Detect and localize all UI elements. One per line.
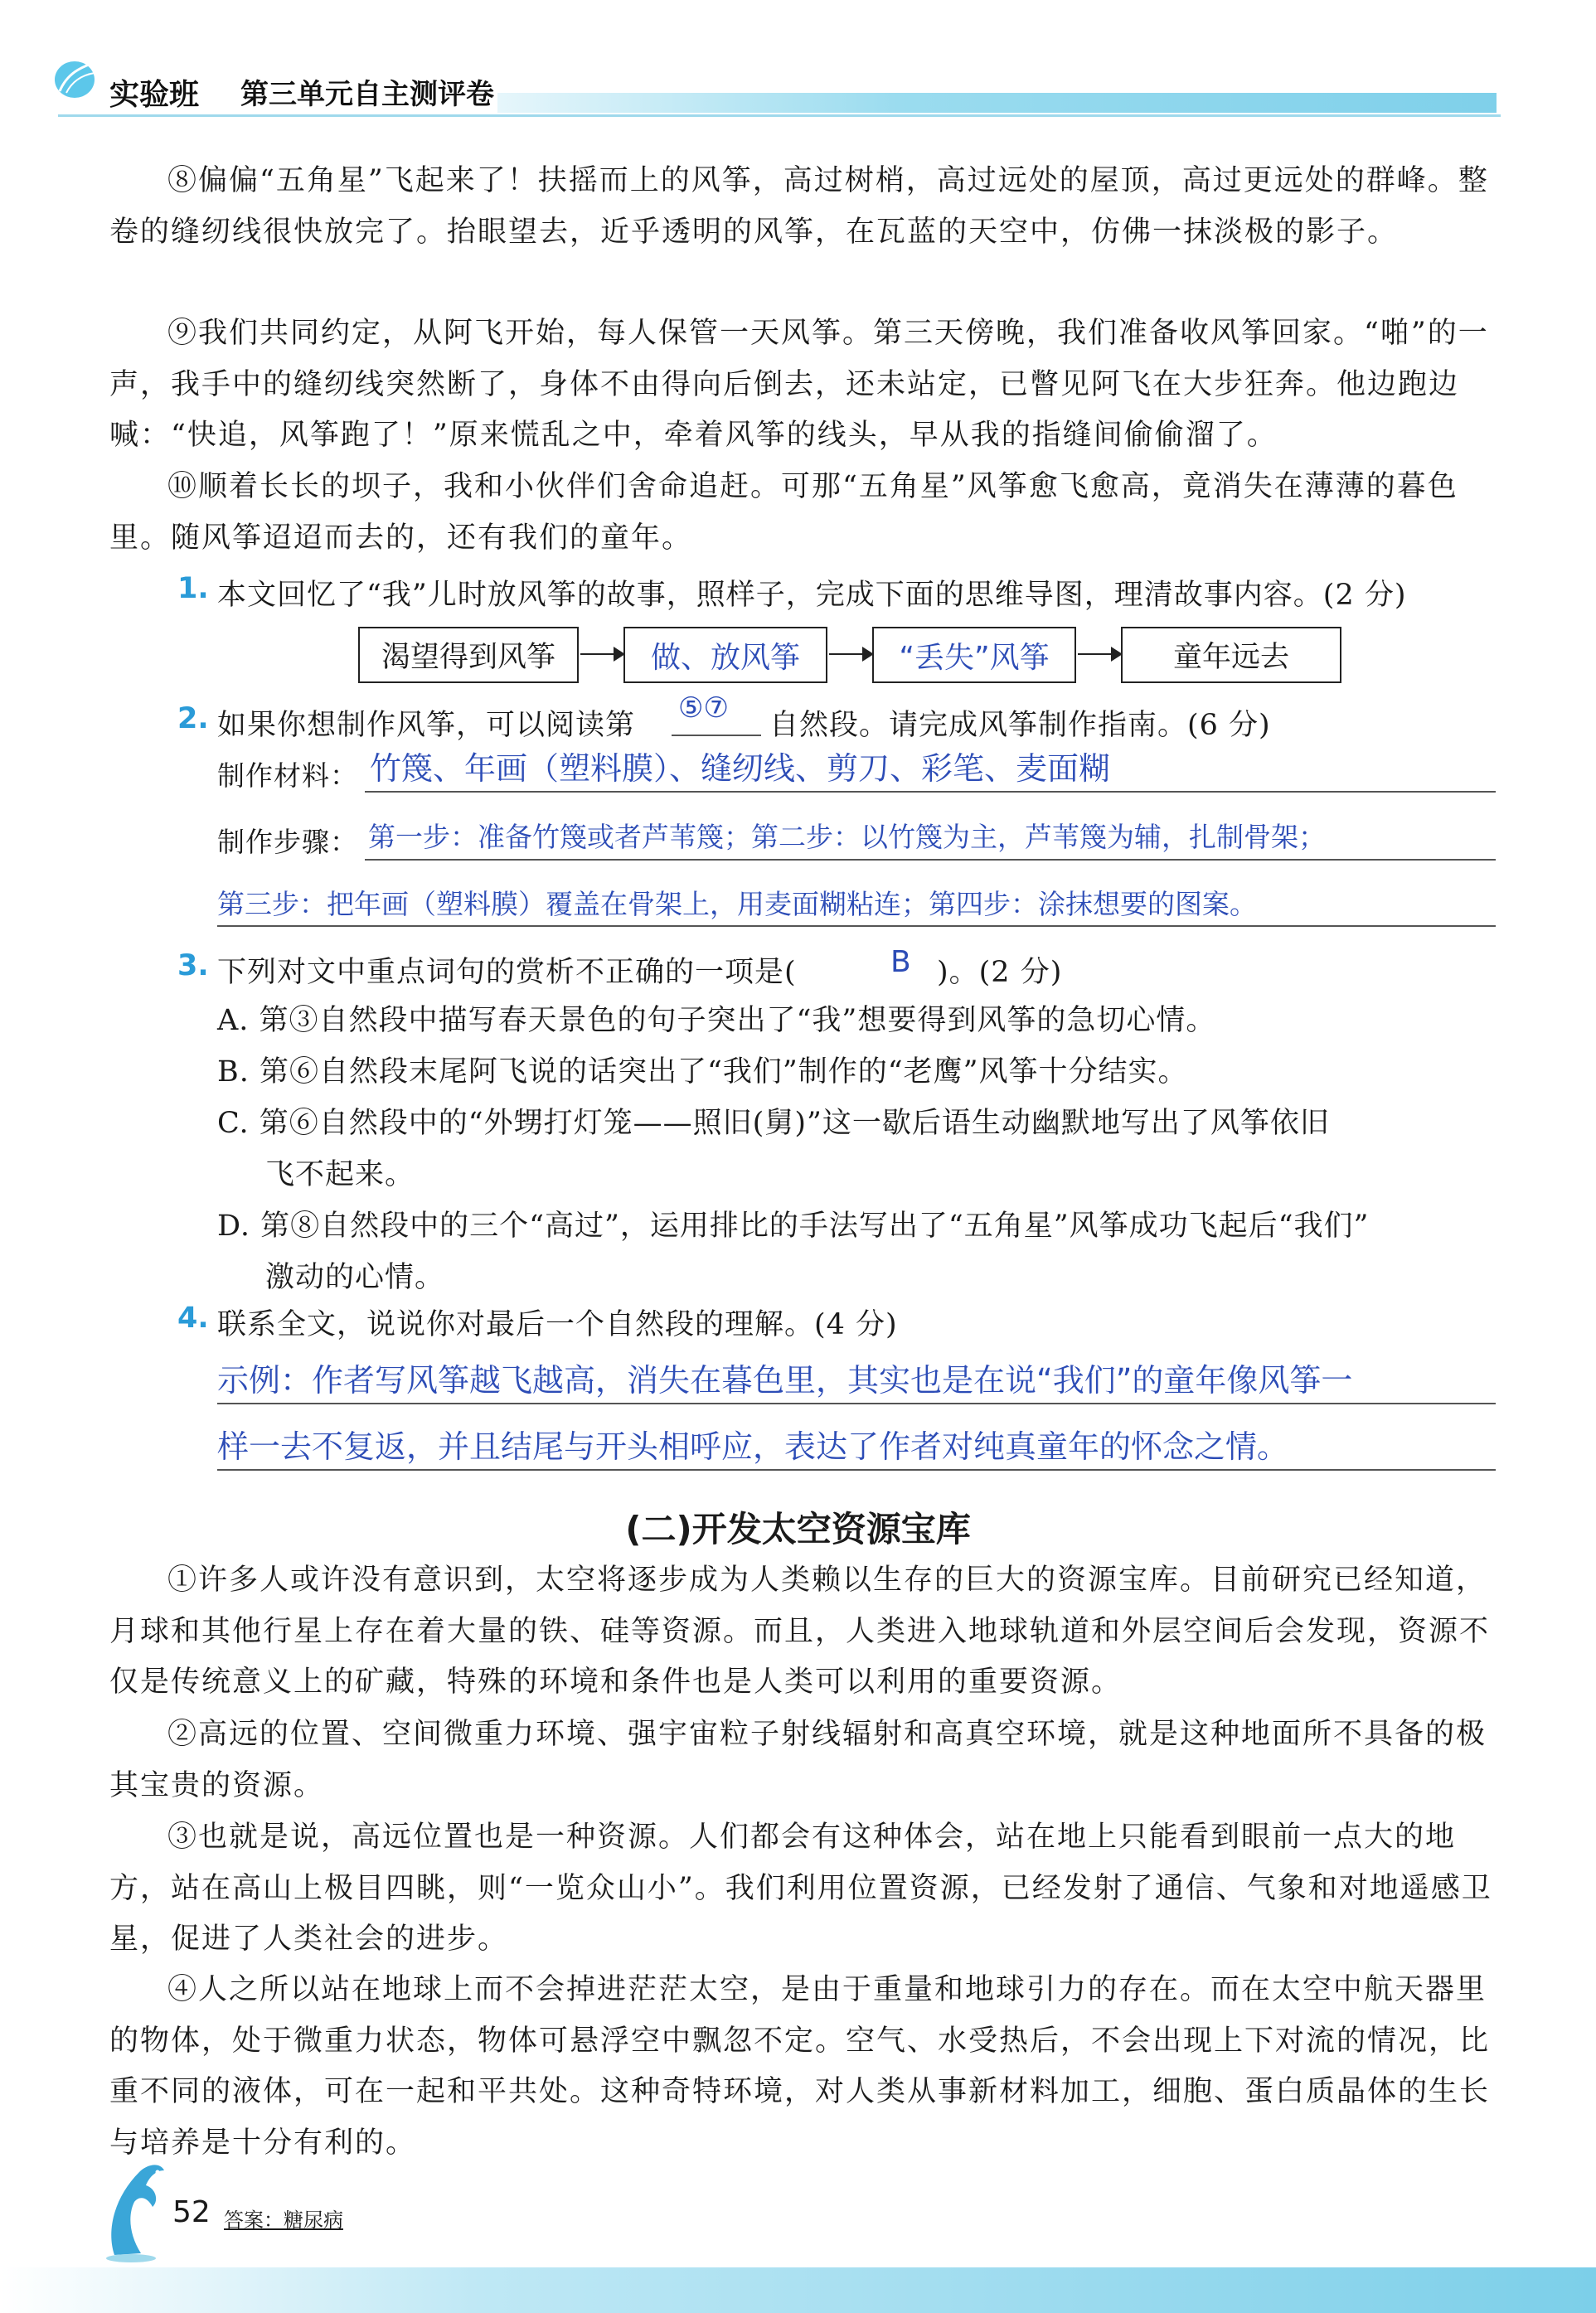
q3-option-b: B. 第⑥自然段末尾阿飞说的话突出了“我们”制作的“老鹰”风筝十分结实。	[217, 1055, 1188, 1089]
section2-paragraph-2: ②高远的位置、空间微重力环境、强宇宙粒子射线辐射和高真空环境，就是这种地面所不具备的极其宝贵的资源。	[109, 1718, 1487, 1802]
steps-answer-1: 第一步：准备竹篾或者芦苇篾；第二步：以竹篾为主，芦苇篾为辅，扎制骨架；	[368, 821, 1326, 853]
header-band	[497, 93, 1497, 113]
mindmap-node-1-label: 渴望得到风筝	[381, 641, 555, 674]
paper-title: 第三单元自主测评卷	[240, 78, 494, 111]
steps-answer-2: 第三步：把年画（塑料膜）覆盖在骨架上，用麦面糊粘连；第四步：涂抹想要的图案。	[217, 888, 1257, 920]
q3-option-d-cont: 激动的心情。	[265, 1261, 445, 1294]
paragraph-9: ⑨我们共同约定，从阿飞开始，每人保管一天风筝。第三天傍晚，我们准备收风筝回家。“啪”的一声，我手中的缝纫线突然断了，身体不由得向后倒去，还未站定，已瞥见阿飞在大步狂奔。他边跑边喊：“快追，风筝跑了！”原来慌乱之中，牵着风筝的线头，早从我的指缝间偷偷溜了。	[109, 317, 1489, 452]
mindmap-node-2-answer: 做、放风筝	[650, 640, 800, 675]
steps-label: 制作步骤：	[217, 826, 358, 858]
mindmap-node-2	[623, 627, 827, 683]
materials-answer: 竹篾、年画（塑料膜）、缝纫线、剪刀、彩笔、麦面糊	[370, 750, 1111, 787]
q3-text-b: )。(2 分)	[937, 956, 1063, 989]
q4-underline-2	[217, 1469, 1496, 1471]
q2-text-b: 自然段。请完成风筝制作指南。(6 分)	[769, 709, 1271, 742]
series-label: 实验班	[109, 78, 200, 112]
footer-band	[0, 2267, 1596, 2313]
q1-number: 1.	[177, 572, 209, 605]
q4-answer-1: 示例：作者写风筝越飞越高，消失在暮色里，其实也是在说“我们”的童年像风筝一	[217, 1362, 1353, 1399]
mindmap-node-3-answer: “丢失”风筝	[899, 640, 1050, 675]
q2-number: 2.	[177, 702, 209, 735]
q4-answer-2: 样一去不复返，并且结尾与开头相呼应，表达了作者对纯真童年的怀念之情。	[217, 1428, 1289, 1465]
leaf-logo-icon	[51, 55, 98, 101]
materials-underline	[365, 791, 1496, 793]
q1-text: 本文回忆了“我”儿时放风筝的故事，照样子，完成下面的思维导图，理清故事内容。(2 分)	[217, 579, 1407, 612]
dolphin-icon	[98, 2155, 172, 2263]
q2-text-a: 如果你想制作风筝，可以阅读第	[217, 709, 636, 742]
header-rule	[58, 114, 1501, 117]
q3-option-a: A. 第③自然段中描写春天景色的句子突出了“我”想要得到风筝的急切心情。	[217, 1004, 1216, 1037]
mindmap-node-4	[1121, 627, 1341, 683]
q4-underline-1	[217, 1403, 1496, 1404]
page-number: 52	[172, 2195, 211, 2229]
mindmap-node-1	[358, 627, 579, 683]
q3-option-c: C. 第⑥自然段中的“外甥打灯笼——照旧(舅)”这一歇后语生动幽默地写出了风筝依旧	[217, 1107, 1330, 1140]
mindmap-node-3	[872, 627, 1076, 683]
q2-blank-underline	[672, 735, 761, 736]
section2-paragraph-4: ④人之所以站在地球上而不会掉进茫茫太空，是由于重量和地球引力的存在。而在太空中航天器里的物体，处于微重力状态，物体可悬浮空中飘忽不定。空气、水受热后，不会出现上下对流的情况，比重不同的液体，可在一起和平共处。这种奇特环境，对人类从事新材料加工，细胞、蛋白质晶体的生长与培养是十分有利的。	[109, 1973, 1491, 2160]
mindmap-arrow-3	[1078, 653, 1119, 655]
q2-paragraph-answer: ⑤⑦	[678, 691, 729, 725]
steps-underline-1	[365, 859, 1496, 861]
q4-text: 联系全文，说说你对最后一个自然段的理解。(4 分)	[217, 1308, 898, 1341]
mindmap-arrow-2	[829, 653, 871, 655]
q3-option-c-cont: 飞不起来。	[265, 1158, 415, 1191]
footer-answer-note: 答案：糖尿病	[224, 2209, 343, 2232]
paragraph-8	[109, 156, 1494, 258]
section2-paragraph-3: ③也就是说，高远位置也是一种资源。人们都会有这种体会，站在地上只能看到眼前一点大的地方，站在高山上极目四眺，则“一览众山小”。我们利用位置资源，已经发射了通信、气象和对地遥感卫星，促进了人类社会的进步。	[109, 1821, 1492, 1956]
q3-answer: B	[890, 945, 911, 979]
paragraph-8-text: ⑧偏偏“五角星”飞起来了！扶摇而上的风筝，高过树梢，高过远处的屋顶，高过更远处的群峰。整卷的缝纫线很快放完了。抬眼望去，近乎透明的风筝，在瓦蓝的天空中，仿佛一抹淡极的影子。	[109, 164, 1489, 249]
q3-option-d: D. 第⑧自然段中的三个“高过”，运用排比的手法写出了“五角星”风筝成功飞起后“我们”	[217, 1210, 1370, 1243]
paragraph-10: ⑩顺着长长的坝子，我和小伙伴们舍命追赶。可那“五角星”风筝愈飞愈高，竟消失在薄薄的暮色里。随风筝迢迢而去的，还有我们的童年。	[109, 470, 1458, 555]
section2-paragraph-1: ①许多人或许没有意识到，太空将逐步成为人类赖以生存的巨大的资源宝库。目前研究已经知道，月球和其他行星上存在着大量的铁、硅等资源。而且，人类进入地球轨道和外层空间后会发现，资源不仅是传统意义上的矿藏，特殊的环境和条件也是人类可以利用的重要资源。	[109, 1564, 1491, 1699]
materials-label: 制作材料：	[217, 759, 358, 792]
steps-underline-2	[217, 925, 1496, 927]
mindmap-node-4-label: 童年远去	[1172, 641, 1289, 674]
mindmap-arrow-1	[580, 653, 622, 655]
q3-text-a: 下列对文中重点词句的赏析不正确的一项是(	[217, 956, 797, 989]
q3-number: 3.	[177, 949, 209, 982]
section-title: (二)开发太空资源宝库	[625, 1509, 971, 1549]
q4-number: 4.	[177, 1302, 209, 1335]
